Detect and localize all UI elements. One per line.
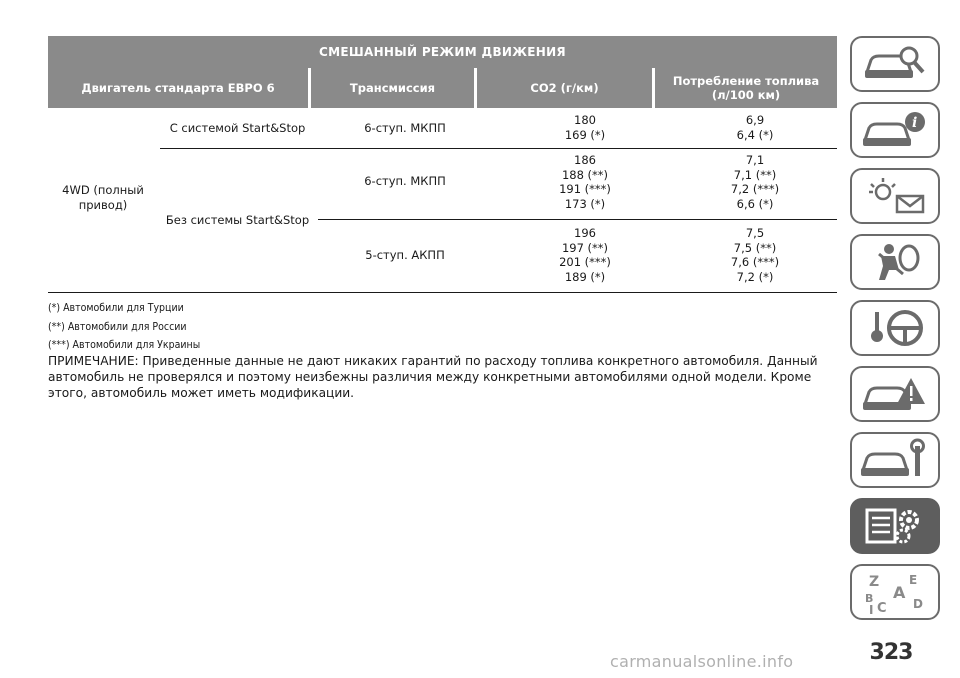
row3-co2: 196 197 (**) 201 (***) 189 (*) [559,226,611,284]
row-divider [318,219,837,220]
car-wrench-icon [859,438,931,482]
steering-key-icon [859,306,931,350]
footnote: (*) Автомобили для Турции [48,302,184,314]
fuel-consumption-table [48,36,837,108]
svg-text:B: B [865,592,874,605]
drive-type-line2: привод) [78,197,128,212]
header-consumption [655,68,837,108]
row3-fuel: 7,5 7,5 (**) 7,6 (***) 7,2 (*) [730,226,780,284]
specs-gears-icon [859,504,931,548]
drive-type-line1: 4WD (полный [62,183,144,197]
header-consumption-line2: (л/100 км) [711,88,781,102]
footnotes [48,299,200,355]
watermark: carmanualsonline.info [610,652,794,671]
svg-text:A: A [893,583,906,602]
tab-steering-key[interactable] [850,300,940,356]
row1-transmission: 6-ступ. МКПП [364,121,446,135]
alphabet-index-icon [859,570,931,614]
airbag-safety-icon [859,240,931,284]
row1-co2: 180 169 (*) [564,113,606,142]
system-with-startstop: С системой Start&Stop [169,121,306,135]
tab-car-wrench[interactable] [850,432,940,488]
footnote: (**) Автомобили для России [48,320,187,333]
system-without-startstop: Без системы Start&Stop [165,213,310,227]
table-bottom-rule [48,292,837,293]
row2-fuel: 7,1 7,1 (**) 7,2 (***) 6,6 (*) [730,153,780,211]
header-engine: Двигатель стандарта ЕВРО 6 [48,68,308,108]
header-transmission: Трансмиссия [311,68,474,108]
row2-co2: 186 188 (**) 191 (***) 173 (*) [559,153,611,211]
tab-specs-gears[interactable] [850,498,940,554]
car-search-icon [859,42,931,86]
footnote: (***) Автомобили для Украины [48,339,201,351]
tab-car-emergency[interactable] [850,366,940,422]
tab-warning-lights[interactable] [850,168,940,224]
warning-lights-icon [859,174,931,218]
page-number: 323 [869,640,913,665]
tab-airbag-safety[interactable] [850,234,940,290]
table-header-row [48,68,837,108]
drive-type-cell [48,183,158,212]
row3-transmission: 5-ступ. АКПП [365,248,445,262]
row-divider [160,148,837,149]
header-co2: CO2 (г/км) [477,68,652,108]
row1-fuel: 6,9 6,4 (*) [736,113,774,142]
table-title: СМЕШАННЫЙ РЕЖИМ ДВИЖЕНИЯ [48,36,837,68]
tab-car-search[interactable] [850,36,940,92]
note-paragraph: ПРИМЕЧАНИЕ: Приведенные данные не дают никаких гарантий по расходу топлива конкретного автомобиля. Данный автомобиль не проверялся и поэтому неизбежны различия между конкретными автомобилями одной модели. Кроме этого, автомобиль может иметь модификации. [48,354,818,400]
svg-text:I: I [869,603,874,614]
svg-text:Z: Z [869,574,880,590]
tab-car-info[interactable] [850,102,940,158]
car-emergency-icon [859,372,931,416]
row2-transmission: 6-ступ. МКПП [364,174,446,188]
tab-alphabet-index[interactable] [850,564,940,620]
svg-text:D: D [913,597,923,611]
svg-text:C: C [877,601,887,614]
header-consumption-line1: Потребление топлива [672,74,820,88]
svg-text:E: E [909,573,918,587]
svg-text:i: i [912,115,918,131]
car-info-icon [859,108,931,152]
